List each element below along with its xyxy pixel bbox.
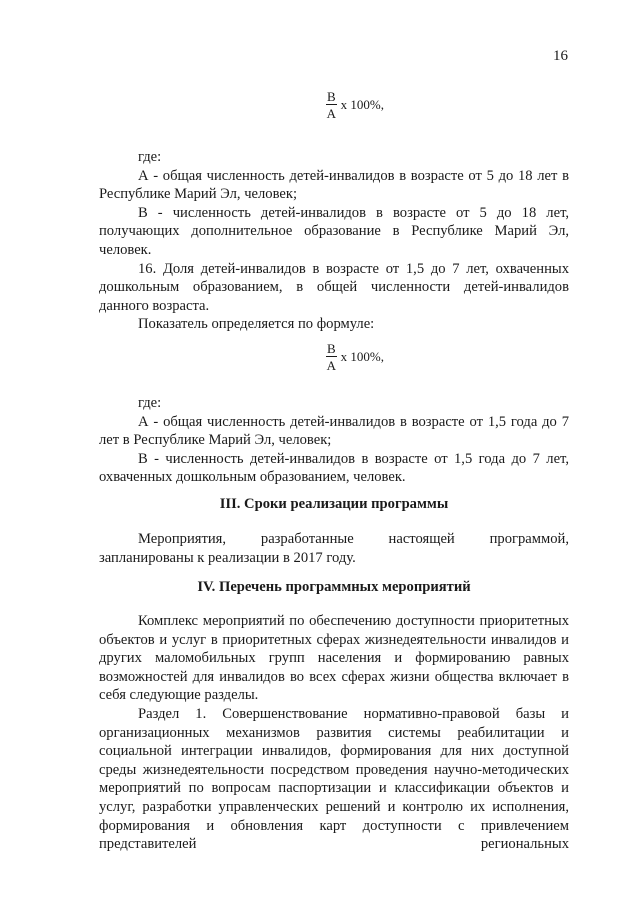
section-4-body: [99, 612, 569, 854]
indicator-16: 16. Доля детей-инвалидов в возрасте от 1,5 до 7 лет, охваченных дошкольным образованием, в общей численности детей-инвалидов данного возраста.: [99, 260, 569, 314]
formula-intro: Показатель определяется по формуле:: [138, 316, 375, 333]
formula-2: [326, 342, 384, 372]
block-2: [99, 394, 569, 487]
where-label-1: где:: [138, 149, 162, 165]
formula-1-numerator: В: [327, 89, 336, 104]
block-1: [99, 148, 569, 334]
definition-a-2: А - общая численность детей-инвалидов в возрасте от 1,5 года до 7 лет в Республике Марий Эл, человек;: [99, 413, 569, 449]
formula-1-multiplier: х 100%,: [340, 97, 385, 112]
formula-1: [326, 90, 384, 120]
section-3-title: III. Сроки реализации программы: [219, 496, 449, 512]
formula-2-denominator: А: [326, 358, 337, 373]
page-number: 16: [553, 48, 568, 64]
section-3-body: [99, 530, 569, 567]
section-3-text: Мероприятия, разработанные настоящей программой, запланированы к реализации в 2017 году.: [99, 531, 569, 566]
formula-2-multiplier: х 100%,: [340, 349, 385, 364]
definition-a-1: А - общая численность детей-инвалидов в возрасте от 5 до 18 лет в Республике Марий Эл, человек;: [99, 167, 569, 203]
formula-2-numerator: В: [327, 341, 336, 356]
definition-b-1: В - численность детей-инвалидов в возрасте от 5 до 18 лет, получающих дополнительное образование в Республике Марий Эл, человек.: [99, 204, 569, 258]
formula-1-denominator: А: [326, 106, 337, 121]
section-4-intro: Комплекс мероприятий по обеспечению доступности приоритетных объектов и услуг в приоритетных сферах жизнедеятельности инвалидов и других маломобильных групп населения и формированию равных возможностей для инвалидов во всех сферах жизни общества включает в себя следующие разделы.: [99, 613, 569, 704]
section-4-part-1: Раздел 1. Совершенствование нормативно-правовой базы и организационных механизмов развития системы реабилитации и социальной интеграции инвалидов, формирования для них доступной среды жизнедеятельности посредством проведения научно-методических мероприятий по вопросам паспортизации и классификации объектов и услуг, разработки управленческих решений и контролю их исполнения, формирования и обновления карт доступности с привлечением представителей региональных: [99, 705, 569, 853]
definition-b-2: В - численность детей-инвалидов в возрасте от 1,5 года до 7 лет, охваченных дошкольным образованием, человек.: [99, 450, 569, 486]
section-4-title: IV. Перечень программных мероприятий: [197, 579, 471, 595]
formula-1-fraction: [326, 90, 337, 120]
where-label-2: где:: [138, 395, 162, 411]
formula-2-fraction: [326, 342, 337, 372]
